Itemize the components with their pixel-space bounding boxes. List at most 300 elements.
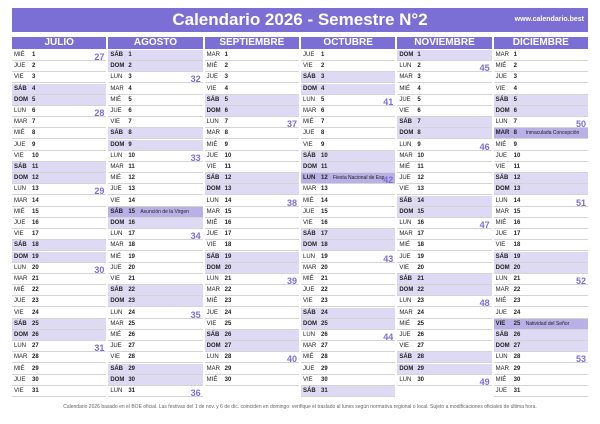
day-number: 30 — [513, 376, 521, 383]
day-number: 9 — [128, 141, 132, 148]
day-row — [12, 151, 106, 162]
day-row — [397, 352, 491, 363]
weekday-label: VIE — [206, 320, 217, 327]
day-number: 27 — [32, 343, 39, 350]
day-number: 15 — [417, 208, 424, 215]
day-row — [494, 162, 588, 173]
day-number: 14 — [224, 197, 232, 204]
day-row — [108, 319, 202, 330]
day-row — [205, 207, 299, 218]
weekday-label: MIÉ — [302, 197, 314, 204]
weekday-label: SÁB — [110, 208, 123, 215]
day-number: 31 — [32, 388, 39, 394]
day-number: 31 — [128, 388, 136, 394]
weekday-label: LUN — [302, 175, 316, 182]
weekday-label: VIE — [14, 388, 24, 394]
weekday-label: LUN — [110, 309, 123, 316]
day-number: 29 — [32, 365, 39, 372]
day-row — [397, 330, 491, 341]
day-row — [12, 341, 106, 352]
day-row — [494, 61, 588, 72]
weekday-label: MAR — [206, 208, 220, 215]
day-number: 11 — [320, 164, 328, 170]
weekday-label: MIÉ — [206, 141, 218, 148]
week-number: 40 — [286, 354, 297, 365]
day-row — [205, 263, 299, 274]
weekday-label: LUN — [14, 186, 27, 193]
day-number: 13 — [417, 186, 424, 193]
weekday-label: SÁB — [302, 74, 316, 81]
weekday-label: VIE — [110, 119, 120, 126]
day-row — [205, 274, 299, 285]
weekday-label: LUN — [399, 141, 412, 148]
day-row — [494, 50, 588, 61]
day-number: 2 — [320, 63, 325, 70]
day-number: 12 — [32, 175, 39, 182]
day-row — [205, 128, 299, 139]
day-row — [12, 330, 106, 341]
day-number: 25 — [32, 320, 39, 327]
day-row — [494, 140, 588, 151]
weekday-label: JUE — [14, 63, 26, 70]
day-row — [397, 72, 491, 83]
day-row — [301, 184, 395, 195]
weekday-label: SÁB — [302, 309, 316, 316]
day-row — [301, 386, 395, 397]
weekday-label: LUN — [206, 119, 219, 126]
month-julio — [12, 37, 106, 399]
weekday-label: JUE — [302, 287, 315, 294]
day-number: 16 — [513, 220, 521, 226]
weekday-label: SÁB — [110, 130, 123, 137]
weekday-label: DOM — [110, 376, 125, 383]
day-number: 17 — [224, 231, 232, 238]
day-number: 18 — [224, 242, 232, 249]
week-number: 35 — [190, 309, 201, 320]
day-row — [301, 319, 395, 330]
day-number: 29 — [224, 365, 232, 372]
day-number: 12 — [513, 175, 521, 182]
day-row — [205, 218, 299, 229]
weekday-label: VIE — [495, 320, 506, 327]
day-row — [12, 364, 106, 375]
weekday-label: SÁB — [110, 365, 123, 372]
day-row — [205, 84, 299, 95]
weekday-label: LUN — [399, 63, 412, 70]
day-row — [301, 95, 395, 106]
weekday-label: VIE — [206, 85, 217, 92]
day-number: 28 — [320, 354, 328, 361]
day-number: 25 — [417, 320, 424, 327]
weekday-label: DOM — [14, 175, 28, 182]
weekday-label: VIE — [399, 343, 409, 350]
weekday-label: MIÉ — [399, 85, 410, 92]
day-number: 5 — [128, 96, 132, 103]
day-row — [301, 84, 395, 95]
weekday-label: DOM — [302, 85, 317, 92]
day-row — [108, 184, 202, 195]
day-row — [494, 218, 588, 229]
day-row — [494, 308, 588, 319]
day-row — [108, 117, 202, 128]
week-number: 27 — [94, 52, 105, 62]
day-row — [205, 296, 299, 307]
weekday-label: MAR — [206, 365, 220, 372]
day-number: 9 — [513, 141, 517, 148]
day-number: 10 — [32, 152, 39, 159]
weekday-label: MAR — [206, 287, 220, 294]
weekday-label: MAR — [14, 276, 28, 282]
day-row — [108, 95, 202, 106]
day-number: 9 — [32, 141, 36, 148]
day-row — [397, 263, 491, 274]
day-row — [397, 218, 491, 229]
weekday-label: MIÉ — [110, 175, 121, 182]
weekday-label: DOM — [495, 108, 510, 114]
weekday-label: SÁB — [495, 253, 509, 260]
day-row — [301, 106, 395, 117]
day-number: 4 — [128, 85, 132, 92]
day-number: 28 — [32, 354, 39, 361]
day-row — [397, 61, 491, 72]
day-row — [301, 207, 395, 218]
day-row — [301, 341, 395, 352]
day-number: 9 — [320, 141, 325, 148]
day-row — [301, 196, 395, 207]
weekday-label: VIE — [399, 108, 409, 114]
weekday-label: JUE — [14, 220, 26, 226]
day-number: 19 — [224, 253, 232, 260]
weekday-label: DOM — [110, 63, 125, 70]
weekday-label: VIE — [302, 141, 313, 148]
day-row — [397, 173, 491, 184]
day-row — [205, 229, 299, 240]
week-number: 44 — [383, 332, 394, 342]
day-number: 11 — [224, 164, 231, 170]
week-number: 45 — [479, 63, 490, 74]
day-number: 23 — [224, 298, 232, 305]
day-number: 13 — [513, 186, 521, 193]
weekday-label: MAR — [302, 108, 317, 114]
weekday-label: DOM — [302, 164, 317, 170]
day-row — [108, 140, 202, 151]
day-row — [205, 319, 299, 330]
day-number: 8 — [224, 130, 228, 137]
day-row — [494, 252, 588, 263]
day-number: 26 — [320, 332, 328, 338]
month-header: JULIO — [12, 37, 106, 49]
day-number: 11 — [32, 164, 39, 170]
day-number: 22 — [224, 287, 232, 294]
day-row — [12, 375, 106, 386]
month-septiembre — [205, 37, 299, 399]
day-number: 14 — [513, 197, 521, 204]
day-row — [108, 274, 202, 285]
day-row — [108, 151, 202, 162]
weekday-label: DOM — [399, 130, 414, 137]
day-number: 26 — [417, 332, 424, 338]
day-row — [108, 375, 202, 386]
weekday-label: VIE — [302, 220, 313, 226]
week-number: 47 — [479, 220, 490, 230]
day-number: 30 — [224, 376, 232, 383]
weekday-label: MIÉ — [495, 141, 507, 148]
day-number: 5 — [32, 96, 36, 103]
day-row — [108, 252, 202, 263]
day-row — [12, 296, 106, 307]
day-row — [301, 285, 395, 296]
day-number: 24 — [224, 309, 232, 316]
day-list — [494, 50, 588, 399]
day-number: 25 — [320, 320, 328, 327]
weekday-label: JUE — [110, 108, 122, 114]
day-number: 16 — [32, 220, 39, 226]
weekday-label: JUE — [14, 376, 26, 383]
day-number: 2 — [224, 63, 228, 70]
day-number: 7 — [320, 119, 325, 126]
weekday-label: SÁB — [495, 332, 509, 338]
day-row — [301, 128, 395, 139]
day-row — [205, 308, 299, 319]
weekday-label: VIE — [110, 197, 120, 204]
day-row — [205, 140, 299, 151]
month-noviembre — [397, 37, 491, 399]
day-number: 23 — [417, 298, 424, 305]
weekday-label: DOM — [110, 141, 125, 148]
weekday-label: LUN — [302, 253, 315, 260]
day-number: 6 — [417, 108, 421, 114]
day-row — [397, 140, 491, 151]
day-row — [108, 207, 202, 218]
day-number: 10 — [417, 152, 424, 159]
weekday-label: JUE — [399, 253, 411, 260]
day-row — [12, 72, 106, 83]
weekday-label: SÁB — [206, 332, 220, 338]
weekday-label: VIE — [14, 152, 24, 159]
day-number: 16 — [417, 220, 424, 226]
day-row — [301, 352, 395, 363]
day-number: 18 — [513, 242, 521, 249]
day-number: 23 — [128, 298, 136, 305]
weekday-label: JUE — [302, 365, 315, 372]
day-row — [494, 229, 588, 240]
day-row — [12, 117, 106, 128]
weekday-label: LUN — [110, 152, 123, 159]
weekday-label: MIÉ — [495, 220, 507, 226]
weekday-label: MAR — [399, 309, 413, 316]
weekday-label: MIÉ — [206, 376, 218, 383]
weekday-label: LUN — [206, 354, 219, 361]
weekday-label: MIÉ — [110, 253, 121, 260]
day-row — [205, 352, 299, 363]
week-number: 52 — [575, 276, 586, 286]
day-number: 2 — [32, 63, 36, 70]
week-number: 29 — [94, 186, 105, 197]
day-number: 26 — [513, 332, 521, 338]
day-row — [12, 140, 106, 151]
day-row — [301, 173, 395, 184]
day-row — [12, 319, 106, 330]
day-row — [205, 173, 299, 184]
weekday-label: JUE — [110, 343, 122, 350]
day-row — [205, 285, 299, 296]
day-number: 23 — [513, 298, 521, 305]
day-row — [12, 196, 106, 207]
weekday-label: DOM — [110, 298, 125, 305]
day-row — [12, 263, 106, 274]
day-row — [301, 364, 395, 375]
weekday-label: MAR — [14, 197, 28, 204]
day-row — [397, 117, 491, 128]
day-row — [397, 50, 491, 61]
day-row — [108, 296, 202, 307]
weekday-label: LUN — [495, 119, 508, 126]
day-row — [108, 352, 202, 363]
weekday-label: MAR — [495, 208, 509, 215]
day-row — [205, 61, 299, 72]
day-number: 22 — [320, 287, 328, 294]
day-row — [205, 341, 299, 352]
day-number: 2 — [128, 63, 132, 70]
day-number: 1 — [417, 52, 421, 58]
day-row — [494, 263, 588, 274]
week-number: 37 — [286, 119, 297, 130]
weekday-label: MIÉ — [206, 220, 218, 226]
weekday-label: LUN — [302, 96, 315, 103]
day-number: 3 — [224, 74, 228, 81]
month-header: NOVIEMBRE — [397, 37, 491, 49]
day-row — [205, 95, 299, 106]
day-row — [494, 196, 588, 207]
day-row — [301, 162, 395, 173]
day-number: 10 — [224, 152, 232, 159]
weekday-label: LUN — [302, 332, 315, 338]
day-row — [108, 173, 202, 184]
day-number: 17 — [417, 231, 424, 238]
day-number: 3 — [513, 74, 517, 81]
day-row — [494, 151, 588, 162]
day-number: 24 — [32, 309, 39, 316]
weekday-label: JUE — [495, 74, 507, 81]
weekday-label: MIÉ — [399, 242, 410, 249]
weekday-label: DOM — [14, 332, 28, 338]
day-row — [108, 128, 202, 139]
weekday-label: SÁB — [110, 52, 123, 58]
day-row — [301, 330, 395, 341]
footer-note: Calendario 2026 basado en el BOE oficial. Las festivas del 1 de nov. y 6 de dic. coinciden en domingo: verifique el traslado al lunes según normativa regional o local. Sujeto a modificaciones oficiales de última hora. — [63, 404, 537, 410]
day-number: 19 — [417, 253, 424, 260]
day-number: 13 — [32, 186, 39, 193]
day-row — [108, 386, 202, 397]
day-number: 12 — [224, 175, 232, 182]
day-number: 5 — [417, 96, 421, 103]
day-row — [205, 184, 299, 195]
day-number: 18 — [128, 242, 136, 249]
day-row — [397, 128, 491, 139]
day-row — [301, 252, 395, 263]
day-list — [12, 50, 106, 399]
weekday-label: MAR — [495, 287, 509, 294]
day-number: 21 — [224, 276, 232, 282]
week-number: 33 — [190, 152, 201, 163]
month-header: OCTUBRE — [301, 37, 395, 49]
day-row — [494, 84, 588, 95]
weekday-label: DOM — [399, 208, 414, 215]
weekday-label: DOM — [206, 343, 221, 350]
day-number: 10 — [320, 152, 328, 159]
day-number: 14 — [128, 197, 136, 204]
day-row — [12, 184, 106, 195]
day-number: 9 — [224, 141, 228, 148]
week-number: 41 — [383, 96, 394, 107]
weekday-label: SÁB — [206, 175, 220, 182]
weekday-label: DOM — [206, 186, 221, 193]
weekday-label: VIE — [495, 242, 506, 249]
day-number: 4 — [224, 85, 228, 92]
day-number: 8 — [128, 130, 132, 137]
day-number: 17 — [32, 231, 39, 238]
weekday-label: SÁB — [302, 231, 316, 238]
day-number: 6 — [128, 108, 132, 114]
weekday-label: MIÉ — [495, 376, 507, 383]
weekday-label: LUN — [206, 276, 219, 282]
day-number: 12 — [128, 175, 136, 182]
day-number: 30 — [32, 376, 39, 383]
day-row — [205, 106, 299, 117]
day-number: 21 — [417, 276, 424, 282]
day-row — [494, 207, 588, 218]
day-number: 22 — [32, 287, 39, 294]
weekday-label: VIE — [302, 298, 313, 305]
day-number: 20 — [32, 264, 39, 271]
day-row — [494, 106, 588, 117]
week-number: 34 — [190, 231, 201, 242]
weekday-label: JUE — [399, 332, 411, 338]
weekday-label: MIÉ — [399, 164, 410, 170]
day-number: 27 — [417, 343, 424, 350]
day-number: 28 — [128, 354, 136, 361]
holiday-label: Asunción de la Virgen — [140, 208, 189, 215]
week-number: 30 — [94, 264, 105, 275]
weekday-label: JUE — [206, 309, 218, 316]
weekday-label: LUN — [495, 197, 508, 204]
day-row — [397, 240, 491, 251]
weekday-label: MIÉ — [110, 96, 121, 103]
day-number: 31 — [320, 388, 328, 394]
day-number: 16 — [128, 220, 136, 226]
day-number: 16 — [224, 220, 232, 226]
weekday-label: VIE — [110, 276, 120, 282]
day-number: 1 — [513, 52, 517, 58]
day-row — [494, 173, 588, 184]
weekday-label: DOM — [14, 96, 28, 103]
weekday-label: MIÉ — [110, 332, 121, 338]
day-row — [108, 72, 202, 83]
weekday-label: JUE — [399, 96, 411, 103]
day-number: 13 — [128, 186, 136, 193]
weekday-label: MAR — [399, 231, 413, 238]
day-row — [12, 95, 106, 106]
day-row — [108, 196, 202, 207]
day-number: 3 — [128, 74, 132, 81]
day-list — [108, 50, 202, 399]
day-row — [12, 308, 106, 319]
day-number: 29 — [320, 365, 328, 372]
weekday-label: SÁB — [399, 276, 412, 282]
day-number: 20 — [513, 264, 521, 271]
week-number: 49 — [479, 376, 490, 387]
site-url: www.calendario.best — [514, 16, 584, 23]
